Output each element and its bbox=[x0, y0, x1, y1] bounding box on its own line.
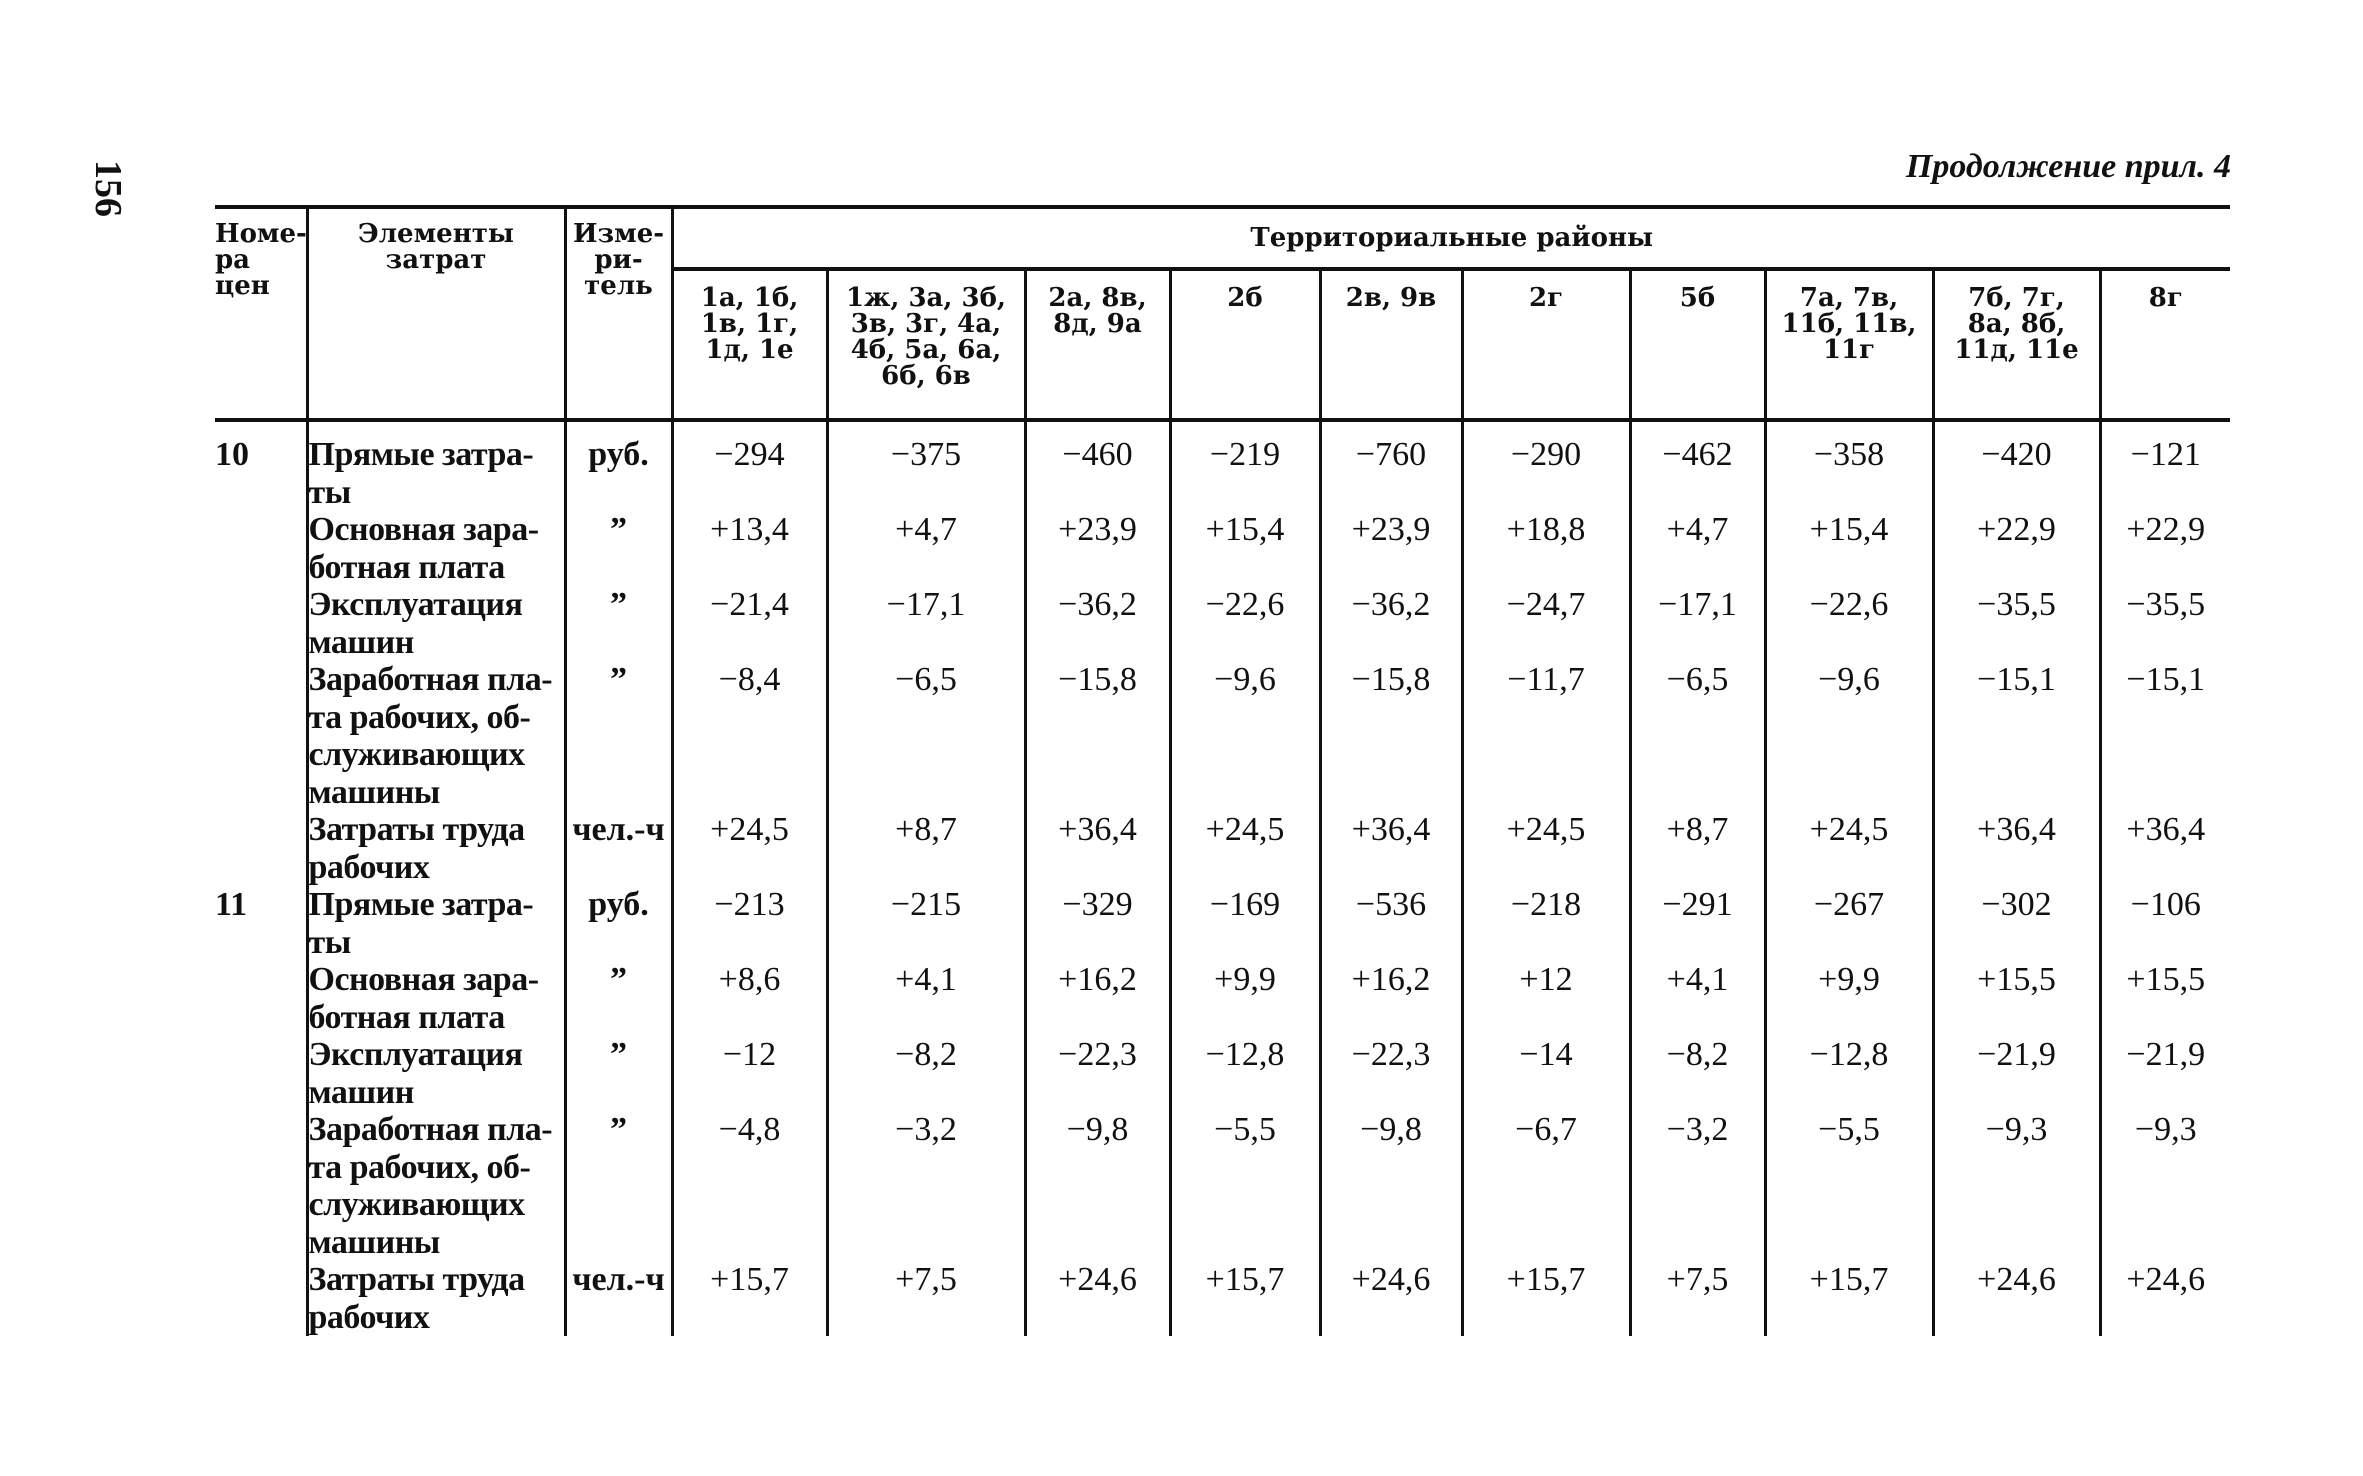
price-number: 10 bbox=[215, 420, 307, 511]
cost-element: Заработная пла- та рабочих, об- служивающих машины bbox=[307, 661, 565, 811]
value-cell: −22,3 bbox=[1320, 1036, 1462, 1111]
table-row bbox=[215, 586, 2230, 661]
value-cell: +4,7 bbox=[827, 511, 1025, 586]
value-cell: −12,8 bbox=[1765, 1036, 1933, 1111]
unit-of-measure: чел.-ч bbox=[565, 1261, 672, 1336]
value-cell: −22,3 bbox=[1025, 1036, 1170, 1111]
value-cell: +8,6 bbox=[672, 961, 827, 1036]
price-number bbox=[215, 586, 307, 661]
value-cell: −5,5 bbox=[1765, 1111, 1933, 1261]
price-table bbox=[215, 205, 2230, 1336]
table-row bbox=[215, 1111, 2230, 1261]
value-cell: +7,5 bbox=[1630, 1261, 1765, 1336]
value-cell: −15,1 bbox=[1933, 661, 2100, 811]
continuation-label: Продолжение прил. 4 bbox=[1905, 148, 2231, 185]
value-cell: −35,5 bbox=[1933, 586, 2100, 661]
value-cell: +15,7 bbox=[1170, 1261, 1320, 1336]
value-cell: +8,7 bbox=[827, 811, 1025, 886]
header-region: 1а, 1б, 1в, 1г, 1д, 1е bbox=[672, 269, 827, 420]
value-cell: −8,2 bbox=[827, 1036, 1025, 1111]
value-cell: +9,9 bbox=[1765, 961, 1933, 1036]
value-cell: −294 bbox=[672, 420, 827, 511]
value-cell: −6,5 bbox=[827, 661, 1025, 811]
price-number bbox=[215, 1111, 307, 1261]
value-cell: −3,2 bbox=[827, 1111, 1025, 1261]
value-cell: −460 bbox=[1025, 420, 1170, 511]
header-region: 2б bbox=[1170, 269, 1320, 420]
value-cell: +23,9 bbox=[1025, 511, 1170, 586]
value-cell: +4,7 bbox=[1630, 511, 1765, 586]
value-cell: +36,4 bbox=[1025, 811, 1170, 886]
value-cell: −420 bbox=[1933, 420, 2100, 511]
table-row bbox=[215, 420, 2230, 511]
value-cell: +36,4 bbox=[2100, 811, 2230, 886]
value-cell: −218 bbox=[1462, 886, 1630, 961]
table-row bbox=[215, 961, 2230, 1036]
value-cell: +9,9 bbox=[1170, 961, 1320, 1036]
price-number: 11 bbox=[215, 886, 307, 961]
value-cell: −121 bbox=[2100, 420, 2230, 511]
value-cell: −290 bbox=[1462, 420, 1630, 511]
value-cell: +8,7 bbox=[1630, 811, 1765, 886]
value-cell: −12 bbox=[672, 1036, 827, 1111]
value-cell: −11,7 bbox=[1462, 661, 1630, 811]
header-regions-title: Территориальные районы bbox=[672, 207, 2230, 269]
value-cell: −12,8 bbox=[1170, 1036, 1320, 1111]
value-cell: −9,3 bbox=[1933, 1111, 2100, 1261]
unit-of-measure: ” bbox=[565, 661, 672, 811]
value-cell: +24,5 bbox=[672, 811, 827, 886]
value-cell: −760 bbox=[1320, 420, 1462, 511]
value-cell: −9,6 bbox=[1170, 661, 1320, 811]
header-number: Номе- ра цен bbox=[215, 207, 307, 420]
price-number bbox=[215, 1261, 307, 1336]
value-cell: −8,2 bbox=[1630, 1036, 1765, 1111]
value-cell: +15,7 bbox=[672, 1261, 827, 1336]
value-cell: +36,4 bbox=[1933, 811, 2100, 886]
value-cell: +15,5 bbox=[1933, 961, 2100, 1036]
value-cell: −6,5 bbox=[1630, 661, 1765, 811]
cost-element: Основная зара- ботная плата bbox=[307, 961, 565, 1036]
value-cell: −219 bbox=[1170, 420, 1320, 511]
header-unit: Изме- ри- тель bbox=[565, 207, 672, 420]
table-row bbox=[215, 811, 2230, 886]
value-cell: +4,1 bbox=[1630, 961, 1765, 1036]
table-row bbox=[215, 1261, 2230, 1336]
value-cell: +24,5 bbox=[1462, 811, 1630, 886]
table-row bbox=[215, 1036, 2230, 1111]
value-cell: −36,2 bbox=[1320, 586, 1462, 661]
value-cell: −462 bbox=[1630, 420, 1765, 511]
value-cell: −15,1 bbox=[2100, 661, 2230, 811]
value-cell: −24,7 bbox=[1462, 586, 1630, 661]
cost-element: Заработная пла- та рабочих, об- служивающих машины bbox=[307, 1111, 565, 1261]
value-cell: +22,9 bbox=[1933, 511, 2100, 586]
value-cell: −14 bbox=[1462, 1036, 1630, 1111]
value-cell: −35,5 bbox=[2100, 586, 2230, 661]
cost-element: Основная зара- ботная плата bbox=[307, 511, 565, 586]
value-cell: +15,4 bbox=[1170, 511, 1320, 586]
value-cell: +24,6 bbox=[1933, 1261, 2100, 1336]
header-region: 2в, 9в bbox=[1320, 269, 1462, 420]
value-cell: +16,2 bbox=[1320, 961, 1462, 1036]
header-region: 7б, 7г, 8а, 8б, 11д, 11е bbox=[1933, 269, 2100, 420]
value-cell: −169 bbox=[1170, 886, 1320, 961]
header-region: 8г bbox=[2100, 269, 2230, 420]
value-cell: −21,9 bbox=[1933, 1036, 2100, 1111]
unit-of-measure: ” bbox=[565, 1111, 672, 1261]
unit-of-measure: ” bbox=[565, 1036, 672, 1111]
value-cell: +24,6 bbox=[2100, 1261, 2230, 1336]
value-cell: −15,8 bbox=[1320, 661, 1462, 811]
value-cell: −8,4 bbox=[672, 661, 827, 811]
value-cell: +24,6 bbox=[1320, 1261, 1462, 1336]
value-cell: +4,1 bbox=[827, 961, 1025, 1036]
price-number bbox=[215, 661, 307, 811]
table-row bbox=[215, 661, 2230, 811]
value-cell: +24,5 bbox=[1170, 811, 1320, 886]
value-cell: −4,8 bbox=[672, 1111, 827, 1261]
cost-element: Затраты труда рабочих bbox=[307, 811, 565, 886]
value-cell: −291 bbox=[1630, 886, 1765, 961]
value-cell: −213 bbox=[672, 886, 827, 961]
price-number bbox=[215, 1036, 307, 1111]
value-cell: −5,5 bbox=[1170, 1111, 1320, 1261]
value-cell: −15,8 bbox=[1025, 661, 1170, 811]
value-cell: +36,4 bbox=[1320, 811, 1462, 886]
value-cell: −375 bbox=[827, 420, 1025, 511]
value-cell: +23,9 bbox=[1320, 511, 1462, 586]
unit-of-measure: ” bbox=[565, 586, 672, 661]
value-cell: −22,6 bbox=[1765, 586, 1933, 661]
value-cell: −9,3 bbox=[2100, 1111, 2230, 1261]
table-row bbox=[215, 511, 2230, 586]
header-region: 5б bbox=[1630, 269, 1765, 420]
value-cell: −536 bbox=[1320, 886, 1462, 961]
table-row bbox=[215, 886, 2230, 961]
cost-element: Прямые затра- ты bbox=[307, 886, 565, 961]
value-cell: +15,4 bbox=[1765, 511, 1933, 586]
value-cell: −9,6 bbox=[1765, 661, 1933, 811]
unit-of-measure: чел.-ч bbox=[565, 811, 672, 886]
unit-of-measure: ” bbox=[565, 961, 672, 1036]
unit-of-measure: руб. bbox=[565, 420, 672, 511]
value-cell: +24,5 bbox=[1765, 811, 1933, 886]
unit-of-measure: руб. bbox=[565, 886, 672, 961]
value-cell: −302 bbox=[1933, 886, 2100, 961]
value-cell: −6,7 bbox=[1462, 1111, 1630, 1261]
value-cell: −21,9 bbox=[2100, 1036, 2230, 1111]
value-cell: −267 bbox=[1765, 886, 1933, 961]
value-cell: −358 bbox=[1765, 420, 1933, 511]
value-cell: −3,2 bbox=[1630, 1111, 1765, 1261]
value-cell: −215 bbox=[827, 886, 1025, 961]
value-cell: +15,5 bbox=[2100, 961, 2230, 1036]
value-cell: −329 bbox=[1025, 886, 1170, 961]
header-region: 2г bbox=[1462, 269, 1630, 420]
price-number bbox=[215, 961, 307, 1036]
value-cell: −22,6 bbox=[1170, 586, 1320, 661]
value-cell: +15,7 bbox=[1765, 1261, 1933, 1336]
value-cell: −106 bbox=[2100, 886, 2230, 961]
value-cell: +22,9 bbox=[2100, 511, 2230, 586]
value-cell: +12 bbox=[1462, 961, 1630, 1036]
value-cell: −21,4 bbox=[672, 586, 827, 661]
value-cell: +18,8 bbox=[1462, 511, 1630, 586]
header-region: 1ж, 3а, 3б, 3в, 3г, 4а, 4б, 5а, 6а, 6б, 6в bbox=[827, 269, 1025, 420]
price-number bbox=[215, 811, 307, 886]
price-number bbox=[215, 511, 307, 586]
header-region: 7а, 7в, 11б, 11в, 11г bbox=[1765, 269, 1933, 420]
value-cell: +15,7 bbox=[1462, 1261, 1630, 1336]
value-cell: −36,2 bbox=[1025, 586, 1170, 661]
header-region: 2а, 8в, 8д, 9а bbox=[1025, 269, 1170, 420]
cost-element: Эксплуатация машин bbox=[307, 586, 565, 661]
value-cell: −17,1 bbox=[1630, 586, 1765, 661]
cost-element: Прямые затра- ты bbox=[307, 420, 565, 511]
unit-of-measure: ” bbox=[565, 511, 672, 586]
header-elements: Элементы затрат bbox=[307, 207, 565, 420]
value-cell: −17,1 bbox=[827, 586, 1025, 661]
value-cell: +7,5 bbox=[827, 1261, 1025, 1336]
value-cell: +16,2 bbox=[1025, 961, 1170, 1036]
page-number: 156 bbox=[87, 160, 129, 217]
value-cell: +24,6 bbox=[1025, 1261, 1170, 1336]
cost-element: Затраты труда рабочих bbox=[307, 1261, 565, 1336]
value-cell: −9,8 bbox=[1320, 1111, 1462, 1261]
cost-element: Эксплуатация машин bbox=[307, 1036, 565, 1111]
value-cell: −9,8 bbox=[1025, 1111, 1170, 1261]
value-cell: +13,4 bbox=[672, 511, 827, 586]
